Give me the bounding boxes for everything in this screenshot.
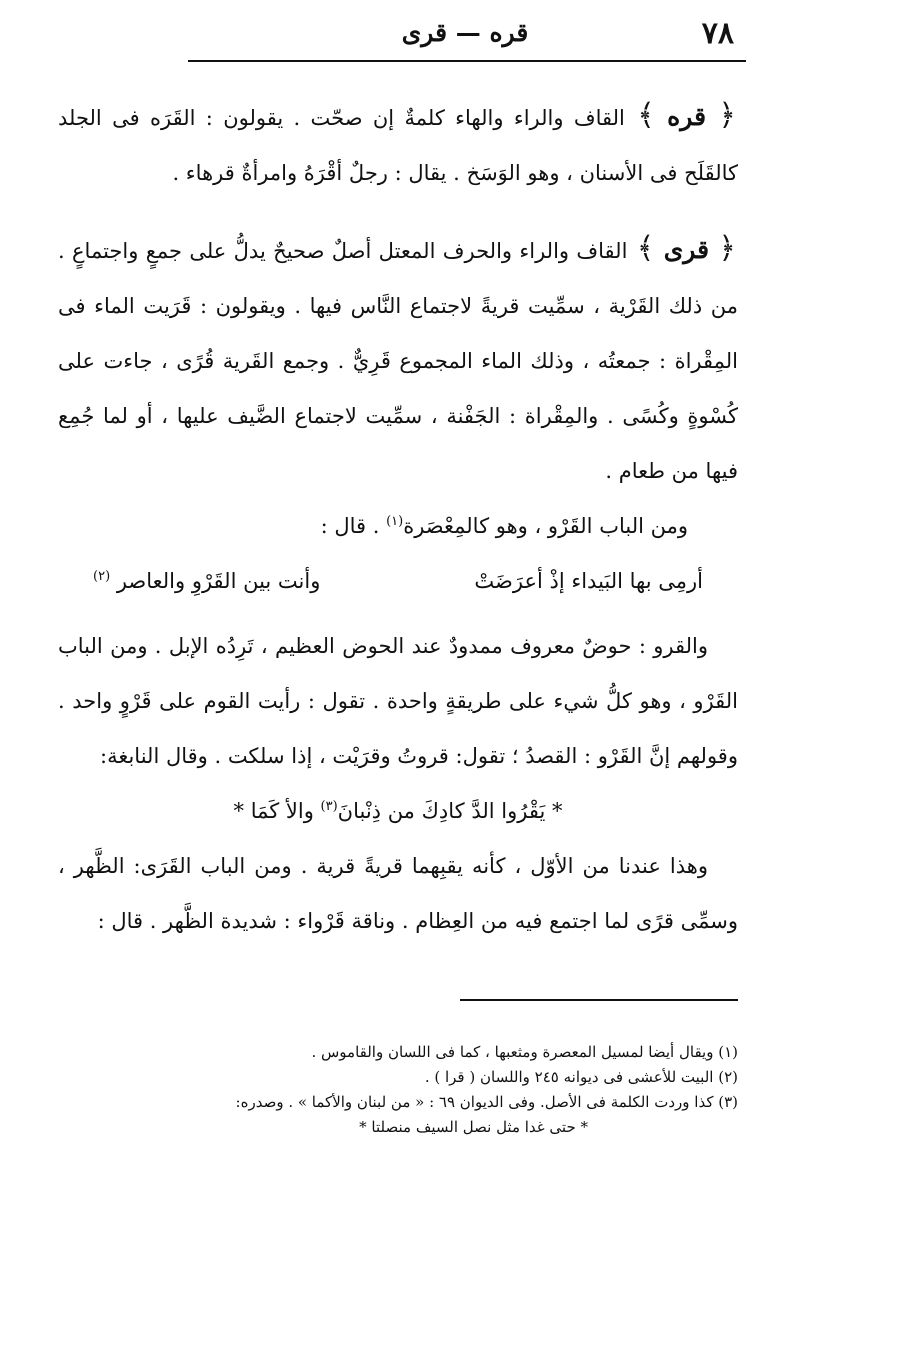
paragraph-qarw-hawd: والقرو : حوضٌ معروف ممدودٌ عند الحوض العظيم ، تَرِدُه الإبل . ومن الباب القَرْو ، وهو كلُّ شيء على طريقةٍ واحدة . تقول : رأيت القوم على قَرْوٍ واحد . وقولهم إنَّ القَرْو : القصدُ ؛ تقول: قروتُ وقرَيْت ، إذا سلكت . وقال النابغة: <box>58 634 738 768</box>
verse-1-second-hemistich-wrap <box>93 554 320 609</box>
footnote-ref-3: (٣) <box>320 799 338 814</box>
verse-1-first-hemistich: أرمِى بها البَيداء إذْ أعرَضَتْ <box>474 569 703 593</box>
footnote-3: (٣) كذا وردت الكلمة فى الأصل. وفى الديوان ٦٩ : « من لبنان والأكما » . وصدره: <box>235 1093 738 1111</box>
entry-qara-text: القاف والراء والحرف المعتل أصلٌ صحيحٌ يدلُّ على جمعٍ واجتماعٍ . من ذلك القَرْية ، سمِّيت قريةً لاجتماع النَّاس فيها . ويقولون : قَرَيت الماء فى المِقْراة : جمعتُه ، وذلك الماء المجموع قَرِيٌّ . وجمع القَرية قُرًى ، جاءت على كُسْوةٍ وكُسًى . والمِقْراة : الجَفْنة ، سمِّيت لاجتماع الضَّيف عليها ، أو لما جُمِع فيها من طعام . <box>58 239 738 483</box>
footnote-ref-2: (٢) <box>93 569 111 584</box>
paragraph-qarw <box>58 499 738 554</box>
footnote-rule <box>460 999 738 1001</box>
paragraph-qarw-text: ومن الباب القَرْو ، وهو كالمِعْصَرة <box>403 514 688 538</box>
entry-qarh-text: القاف والراء والهاء كلمةٌ إن صحّت . يقولون : القَرَه فى الجلد كالقَلَح فى الأسنان ، وهو الوَسَخ . يقال : رجلٌ أقْرَهُ وامرأةٌ قرهاء . <box>58 106 738 185</box>
verse-1-second-hemistich: وأنت بين القَرْوِ والعاصر <box>116 569 321 593</box>
entry-qara <box>58 221 738 499</box>
header-rule <box>188 60 746 62</box>
footnote-3-verse: * حتى غدا مثل نصل السيف منصلتا * <box>359 1118 588 1136</box>
page-body <box>58 88 738 949</box>
entry-qarh <box>58 88 738 201</box>
verse-2-post: والأ كَمَا * <box>233 799 321 823</box>
headword-qarh: ﴿ قره ﴾ <box>637 98 736 133</box>
headword-qarh-text: قره <box>667 102 707 131</box>
paragraph-qara-zahr: وهذا عندنا من الأوّل ، كأنه يقبِهما قريةً قرية . ومن الباب القَرَى: الظَّهر ، وسمِّى قرًى لما اجتمع فيه من العِظام . وناقة قَرْواء : شديدة الظَّهر . قال : <box>58 854 738 933</box>
running-title: قره — قرى <box>401 18 529 47</box>
footnote-2: (٢) البيت للأعشى فى ديوانه ٢٤٥ واللسان ( قرا ) . <box>424 1068 738 1086</box>
footnote-ref-1: (١) <box>386 514 404 529</box>
headword-qara: ﴿ قرى ﴾ <box>636 231 736 266</box>
paragraph-qarw-end: . قال : <box>320 514 387 538</box>
headword-qara-text: قرى <box>663 235 710 264</box>
page-header <box>190 14 740 54</box>
footnote-1: (١) ويقال أيضا لمسيل المعصرة ومثعبها ، كما فى اللسان والقاموس . <box>311 1043 738 1061</box>
verse-2-pre: * يَقْرُوا الدَّ كادِكَ من ذِنْبانَ <box>337 799 563 823</box>
verse-al-asha <box>58 554 738 609</box>
page-number: ٧٨ <box>701 16 734 51</box>
verse-al-nabigha <box>58 784 738 839</box>
footnotes <box>52 1040 738 1140</box>
